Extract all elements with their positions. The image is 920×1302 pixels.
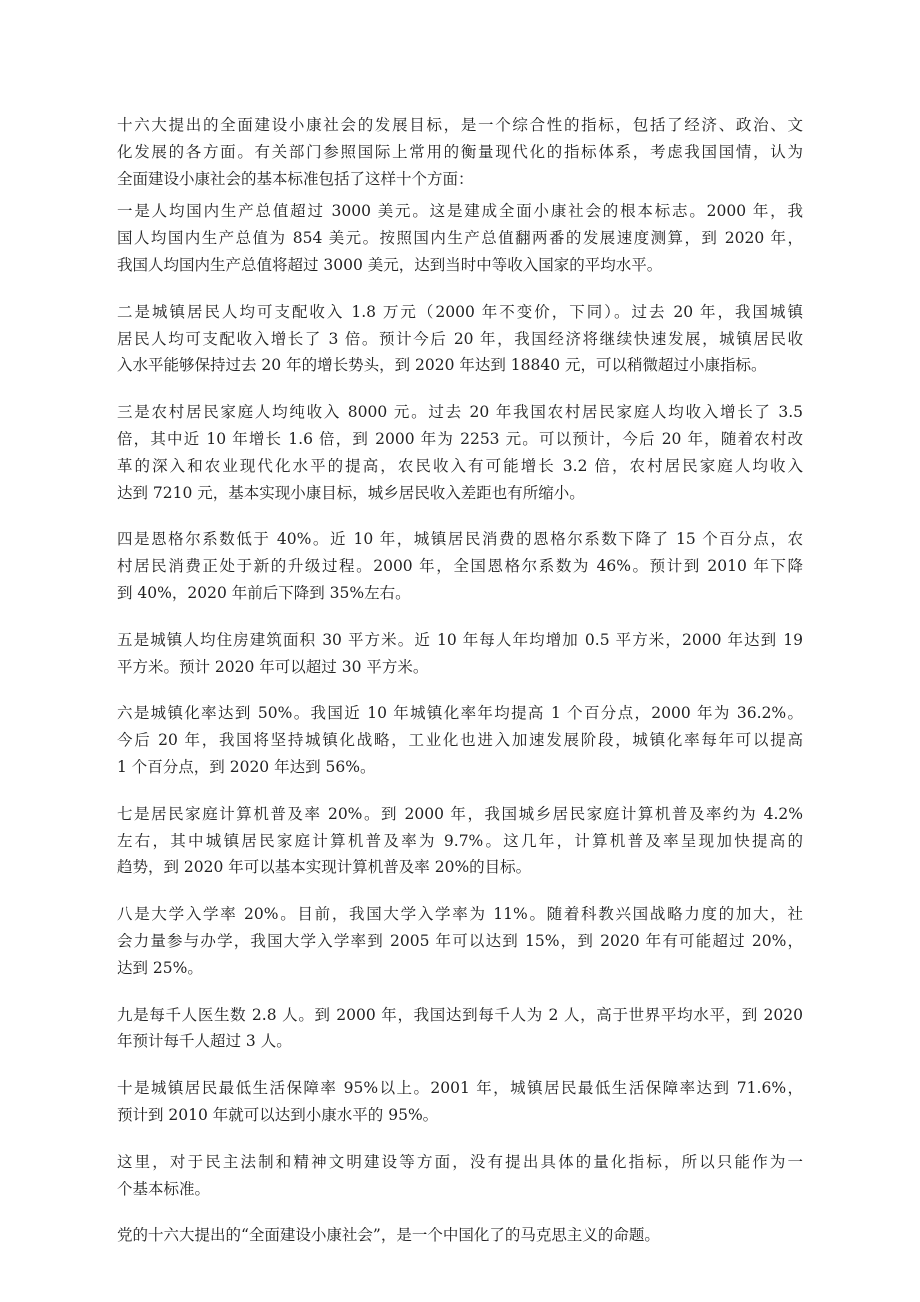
paragraph — [117, 112, 803, 192]
text-line: 五是城镇人均住房建筑面积 30 平方米。近 10 年每人年均增加 0.5 平方米，2000 年达到 19 — [117, 630, 803, 649]
paragraph — [117, 198, 803, 278]
text-line: 到 40%，2020 年前后下降到 35%左右。 — [117, 583, 411, 602]
text-line: 六是城镇化率达到 50%。我国近 10 年城镇化率年均提高 1 个百分点，2000 年为 36.2%。 — [117, 704, 803, 723]
text-line: 国人均国内生产总值为 854 美元。按照国内生产总值翻两番的发展速度测算，到 2020 年， — [117, 229, 803, 248]
text-line: 全面建设小康社会的基本标准包括了这样十个方面： — [117, 169, 474, 188]
text-line: 平方米。预计 2020 年可以超过 30 平方米。 — [117, 657, 429, 676]
text-line: 预计到 2010 年就可以达到小康水平的 95%。 — [117, 1105, 439, 1124]
text-line: 趋势，到 2020 年可以基本实现计算机普及率 20%的目标。 — [117, 858, 532, 877]
text-line: 倍，其中近 10 年增长 1.6 倍，到 2000 年为 2253 元。可以预计，今后 20 年，随着农村改 — [117, 429, 803, 448]
text-line: 革的深入和农业现代化水平的提高，农民收入有可能增长 3.2 倍，农村居民家庭人均收入 — [117, 456, 803, 475]
text-line: 十是城镇居民最低生活保障率 95%以上。2001 年，城镇居民最低生活保障率达到 71.6%， — [117, 1079, 803, 1098]
text-line: 会力量参与办学，我国大学入学率到 2005 年可以达到 15%，到 2020 年有可能超过 20%， — [117, 931, 803, 950]
text-line: 三是农村居民家庭人均纯收入 8000 元。过去 20 年我国农村居民家庭人均收入增长了 3.5 — [117, 403, 803, 422]
paragraph — [117, 299, 803, 379]
paragraph — [117, 901, 803, 981]
text-line: 八是大学入学率 20%。目前，我国大学入学率为 11%。随着科教兴国战略力度的加大，社 — [117, 905, 803, 924]
text-line: 年预计每千人超过 3 人。 — [117, 1032, 292, 1051]
text-line: 十六大提出的全面建设小康社会的发展目标，是一个综合性的指标，包括了经济、政治、文 — [117, 116, 803, 134]
text-line: 党的十六大提出的“全面建设小康社会”，是一个中国化了的马克思主义的命题。 — [117, 1226, 660, 1245]
paragraph — [117, 1075, 803, 1129]
paragraph — [117, 627, 803, 681]
text-line: 二是城镇居民人均可支配收入 1.8 万元（2000 年不变价，下同）。过去 20 年，我国城镇 — [117, 302, 803, 321]
text-line: 一是人均国内生产总值超过 3000 美元。这是建成全面小康社会的根本标志。2000 年，我 — [117, 202, 803, 221]
text-line: 达到 25%。 — [117, 958, 203, 977]
text-line: 七是居民家庭计算机普及率 20%。到 2000 年，我国城乡居民家庭计算机普及率约为 4.2% — [117, 804, 803, 823]
paragraph — [117, 1222, 803, 1249]
text-line: 1 个百分点，到 2020 年达到 56%。 — [117, 757, 376, 776]
text-line: 达到 7210 元，基本实现小康目标，城乡居民收入差距也有所缩小。 — [117, 483, 585, 502]
paragraph — [117, 1149, 803, 1203]
text-line: 九是每千人医生数 2.8 人。到 2000 年，我国达到每千人为 2 人，高于世界平均水平，到 2020 — [117, 1005, 803, 1024]
paragraph — [117, 700, 803, 780]
text-line: 我国人均国内生产总值将超过 3000 美元，达到当时中等收入国家的平均水平。 — [117, 255, 663, 274]
paragraph — [117, 526, 803, 606]
text-line: 入水平能够保持过去 20 年的增长势头，到 2020 年达到 18840 元，可以稍微超过小康指标。 — [117, 356, 767, 375]
document-body — [117, 112, 803, 1269]
text-line: 化发展的各方面。有关部门参照国际上常用的衡量现代化的指标体系，考虑我国国情，认为 — [117, 142, 803, 161]
text-line: 四是恩格尔系数低于 40%。近 10 年，城镇居民消费的恩格尔系数下降了 15 个百分点，农 — [117, 530, 803, 549]
text-line: 个基本标准。 — [117, 1179, 211, 1198]
text-line: 这里，对于民主法制和精神文明建设等方面，没有提出具体的量化指标，所以只能作为一 — [117, 1152, 803, 1171]
text-line: 今后 20 年，我国将坚持城镇化战略，工业化也进入加速发展阶段，城镇化率每年可以提高 — [117, 731, 803, 750]
text-line: 左右，其中城镇居民家庭计算机普及率为 9.7%。这几年，计算机普及率呈现加快提高的 — [117, 831, 803, 850]
paragraph — [117, 1002, 803, 1056]
text-line: 村居民消费正处于新的升级过程。2000 年，全国恩格尔系数为 46%。预计到 2010 年下降 — [117, 557, 803, 576]
paragraph — [117, 399, 803, 506]
paragraph — [117, 801, 803, 881]
text-line: 居民人均可支配收入增长了 3 倍。预计今后 20 年，我国经济将继续快速发展，城镇居民收 — [117, 329, 803, 348]
